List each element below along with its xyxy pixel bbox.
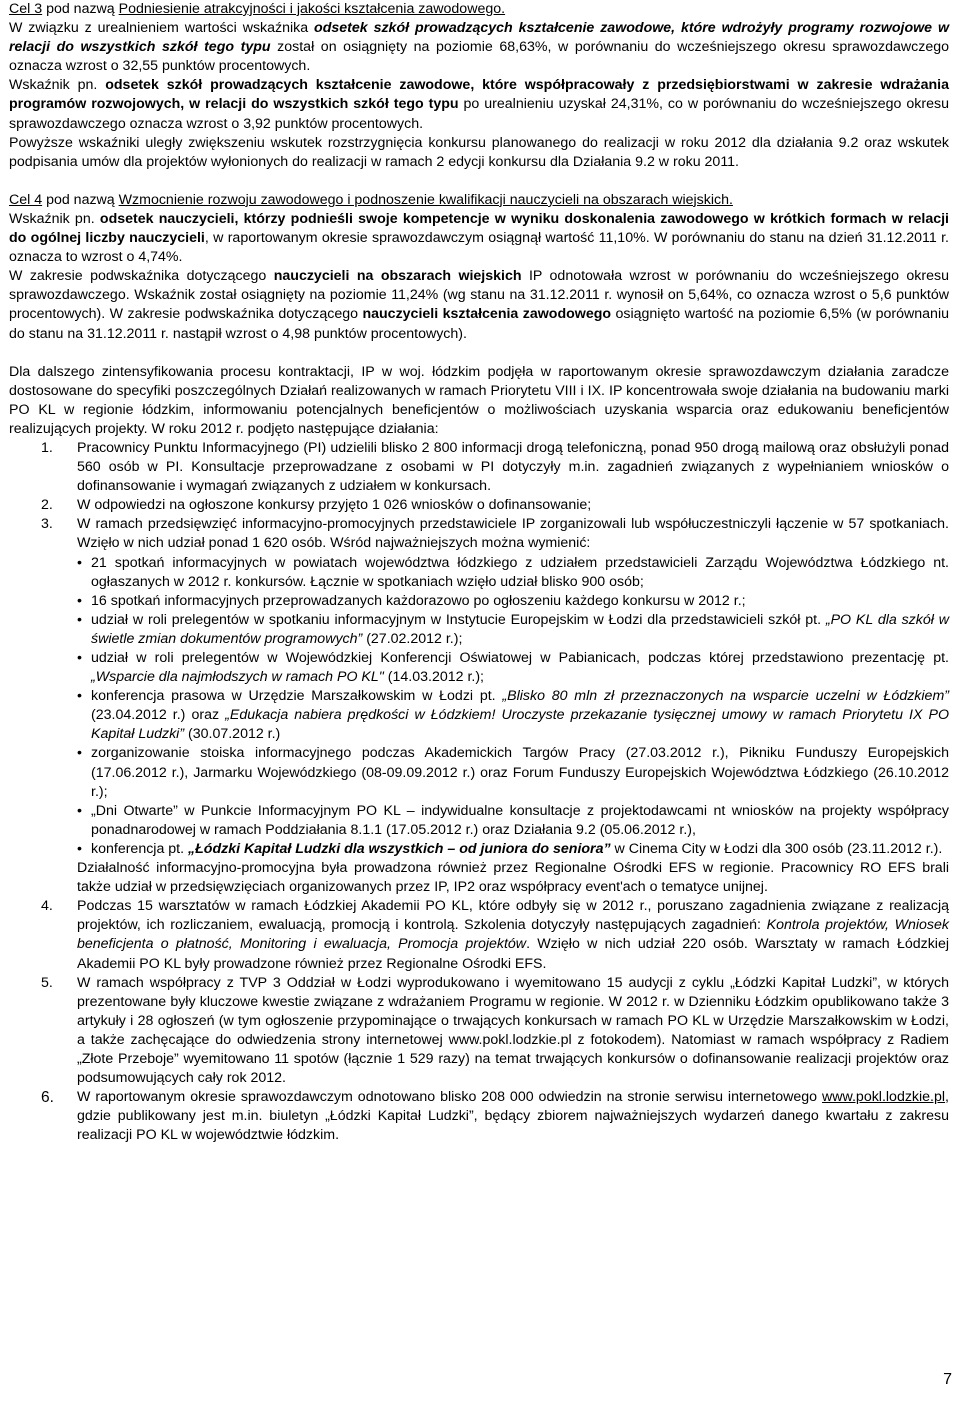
bullet-icon: •: [77, 688, 82, 705]
intro-paragraph: Dla dalszego zintensyfikowania procesu kontraktacji, IP w woj. łódzkim podjęła w raportowanym okresie sprawozdawczym działania zaradcze dostosowane do specyfiki poszczególnych Działań realizowanych w ramach Priorytetu VIII i IX. IP koncentrowała swoje działania na budowaniu marki PO KL w regionie łódzkim, informowaniu potencjalnych beneficjentów o możliwościach uzyskania wsparcia oraz edukowaniu beneficjentów realizujących projekty. W roku 2012 r. podjęto następujące działania:: [9, 363, 949, 437]
bullet-icon: •: [77, 554, 82, 571]
cel4-title: Wzmocnienie rozwoju zawodowego i podnoszenie kwalifikacji nauczycieli na obszarach wiejskich.: [118, 191, 733, 208]
bullet-text: udział w roli prelegentów w spotkaniu informacyjnym w Instytucie Europejskim w Łodzi dla przedstawicieli szkół pt.: [91, 611, 826, 628]
indented-paragraph: Działalność informacyjno-promocyjna była prowadzona również przez Regionalne Ośrodki EFS w regionie. Pracownicy RO EFS brali także udział w przedsięwzięciach organizowanych przez IP, IP2 oraz współpracy event'ach o tematyce unijnej.: [77, 860, 949, 896]
text: W związku z urealnieniem wartości wskaźnika: [9, 20, 315, 37]
bullet-item-7: [9, 802, 949, 840]
bullet-text: w Cinema City w Łodzi dla 300 osób (23.11.2012 r.).: [610, 840, 943, 857]
bullet-icon: •: [77, 592, 82, 609]
cel4-heading: [9, 191, 949, 210]
bullet-item-5: [9, 687, 949, 744]
text: po urealnieniu uzyskał 24,31%, co w porównaniu do wcześniejszego okresu sprawozdawczego oznacza wzrost o 3,92 punktów procentowych.: [9, 96, 949, 132]
list-text: W ramach współpracy z TVP 3 Oddział w Łodzi wyprodukowano i wyemitowano 15 audycji z cyklu „Łódzki Kapitał Ludzki”, w których prezentowane były kluczowe kwestie związane z wdrażaniem Programu w regionie. W 2012 r. w Dzienniku Łódzkim opublikowano także 3 artykuły i 28 ogłoszeń (w tym ogłoszenie przypominające o trwających konkursach w ramach PO KL w Urzędzie Marszałkowskim w Łodzi, a także zachęcające do odwiedzenia strony internetowej www.pokl.lodzkie.pl z fotokodem). Natomiast w ramach współpracy z Radiem „Złote Przeboje” wyemitowano 11 spotów (łącznie 1 529 razy) na temat trwających konkursów o dofinansowanie realizacji projektów oraz podsumowujących cały rok 2012.: [77, 974, 949, 1087]
page-number: 7: [943, 1371, 952, 1388]
bullet-text: (23.04.2012 r.) oraz: [91, 707, 226, 724]
list-item-2: [9, 496, 949, 515]
list-number: 3.: [41, 516, 53, 533]
spacer: [9, 344, 949, 363]
text: Wskaźnik pn.: [9, 77, 106, 94]
list-text: . Wzięło w nich udział 220 osób. Warsztaty w ramach Łódzkiej Akademii PO KL były prowadzone również przez Regionalne Ośrodki EFS.: [77, 936, 949, 972]
bullet-text: (27.02.2012 r.);: [362, 630, 463, 647]
bullet-title: „Edukacja nabiera prędkości w Łódzkiem! Uroczyste przekazanie tysięcznej umowy w ramach Priorytetu IX PO Kapitał Ludzki”: [91, 707, 949, 743]
text: został on osiągnięty na poziomie 68,63%, w porównaniu do wcześniejszego okresu sprawozdawczego oznacza wzrost o 32,55 punktów procentowych.: [9, 39, 949, 75]
bullet-icon: •: [77, 745, 82, 762]
cel3-heading: [9, 0, 949, 19]
bullet-item-2: [9, 592, 949, 611]
bullet-text: „Dni Otwarte” w Punkcie Informacyjnym PO KL – indywidualne konsultacje z projektodawcami nt wniosków na projekty współpracy ponadnarodowej w ramach Poddziałania 8.1.1 (17.05.2012 r.) oraz Działania 9.2 (05.06.2012 r.),: [91, 802, 949, 838]
cel3-label: Cel 3: [9, 1, 43, 17]
bullet-text: 21 spotkań informacyjnych w powiatach województwa łódzkiego z udziałem przedstawicieli Zarządu Województwa Łódzkiego nt. ogłaszanych w 2012 r. konkursów. Łącznie w spotkaniach wzięło udział blisko 900 osób;: [91, 554, 949, 590]
text: , w raportowanym okresie sprawozdawczym osiągnął wartość 11,10%. W porównaniu do stanu na dzień 31.12.2011 r. oznacza to wzrost o 4,74%.: [9, 230, 949, 266]
website-link[interactable]: www.pokl.lodzkie.pl: [822, 1089, 946, 1106]
subindicator-name: nauczycieli kształcenia zawodowego: [362, 306, 612, 323]
list-number: 5.: [41, 974, 53, 991]
list-item-1: [9, 439, 949, 496]
bullet-item-6: [9, 744, 949, 801]
bullet-title: „PO KL dla szkół w świetle zmian dokumentów programowych”: [91, 611, 949, 647]
cel3-connector: pod nazwą: [42, 1, 119, 17]
list-topics: Kontrola projektów, Wniosek beneficjenta o płatność, Monitoring i ewaluacja, Promocja projektów: [77, 917, 949, 953]
bullet-text: konferencja pt.: [91, 840, 189, 857]
cel3-title: Podniesienie atrakcyjności i jakości kształcenia zawodowego.: [118, 1, 506, 17]
indicator-name: odsetek nauczycieli, którzy podnieśli swoje kompetencje w wyniku doskonalenia zawodowego w krótkich formach w relacji do ogólnej liczby nauczycieli: [9, 210, 949, 247]
bullet-title: „Blisko 80 mln zł przeznaczonych na wsparcie uczelni w Łódzkiem”: [502, 688, 949, 705]
indicator-name: odsetek szkół prowadzących kształcenie zawodowe, które współpracowały z przedsiębiorstwami w zakresie wdrażania programów rozwojowych, w relacji do wszystkich szkół tego typu: [9, 77, 949, 113]
cel4-paragraph-2: [9, 267, 949, 343]
bullet-text: konferencja prasowa w Urzędzie Marszałkowskim w Łodzi pt.: [91, 688, 503, 705]
list-number: 1.: [41, 439, 53, 456]
bullet-icon: •: [77, 802, 82, 819]
bullet-text: 16 spotkań informacyjnych przeprowadzanych każdorazowo po ogłoszeniu każdego konkursu w 2012 r.;: [91, 592, 746, 609]
bullet-item-1: [9, 554, 949, 592]
bullet-item-3: [9, 611, 949, 649]
bullet-text: (30.07.2012 r.): [184, 726, 281, 743]
list-item-3: [9, 515, 949, 553]
text: IP odnotowała wzrost w porównaniu do wcześniejszego okresu sprawozdawczego. Wskaźnik został osiągnięty na poziomie 11,24% (wg stanu na 31.12.2011 r. wynosił on 5,64%, co oznacza wzrost o 5,6 punktów procentowych). W zakresie podwskaźnika dotyczącego: [9, 268, 949, 323]
text: Wskaźnik pn.: [9, 210, 100, 227]
bullet-title: „Wsparcie dla najmłodszych w ramach PO KL": [91, 669, 384, 686]
cel4-label: Cel 4: [9, 191, 43, 208]
list-text: W odpowiedzi na ogłoszone konkursy przyjęto 1 026 wniosków o dofinansowanie;: [77, 497, 592, 514]
list-text: , gdzie publikowany jest m.in. biuletyn „Łódzki Kapitał Ludzki”, będący zbiorem najważniejszych wydarzeń danego kwartału z zakresu realizacji PO KL w województwie łódzkim.: [77, 1089, 949, 1144]
bullet-item-8: [9, 840, 949, 859]
bullet-icon: •: [77, 840, 82, 857]
bullet-text: zorganizowanie stoiska informacyjnego podczas Akademickich Targów Pracy (27.03.2012 r.), Pikniku Funduszy Europejskich (17.06.2012 r.), Jarmarku Wojewódzkiego (08-09.09.2012 r.) oraz Forum Funduszy Europejskich Województwa Łódzkiego (26.10.2012 r.);: [91, 745, 949, 800]
list-number: 6.: [41, 1089, 54, 1107]
list-text: W raportowanym okresie sprawozdawczym odnotowano blisko 208 000 odwiedzin na stronie serwisu internetowego: [77, 1089, 823, 1106]
bullet-item-4: [9, 649, 949, 687]
list-item-4: [9, 897, 949, 973]
subindicator-name: nauczycieli na obszarach wiejskich: [273, 268, 522, 285]
cel3-paragraph-1: [9, 19, 949, 76]
list-text: Pracownicy Punktu Informacyjnego (PI) udzielili blisko 2 800 informacji drogą telefoniczną, ponad 950 drogą mailową oraz obsłużyli ponad 560 osób w PI. Konsultacje przeprowadzane z osobami w PI dotyczyły m.in. zagadnień związanych z wypełnianiem wniosków o dofinansowanie i wymagań związanych z udziałem w konkursach.: [77, 439, 949, 495]
cel4-connector: pod nazwą: [42, 191, 119, 208]
bullet-icon: •: [77, 611, 82, 628]
text: osiągnięto wartość na poziomie 6,5% (w porównaniu do stanu na 31.12.2011 r. nastąpił wzrost o 4,98 punktów procentowych).: [9, 306, 949, 342]
list-number: 4.: [41, 898, 53, 915]
list-number: 2.: [41, 497, 53, 514]
list-text: W ramach przedsięwzięć informacyjno-promocyjnych przedstawiciele IP zorganizowali lub współuczestniczyli łączenie w 57 spotkaniach. Wzięło w nich udział ponad 1 620 osób. Wśród najważniejszych można wymienić:: [77, 516, 949, 552]
bullet-icon: •: [77, 650, 82, 666]
cel3-paragraph-2: [9, 76, 949, 133]
bullet-text: (14.03.2012 r.);: [383, 669, 484, 686]
list-item-6: [9, 1088, 949, 1145]
indicator-name: odsetek szkół prowadzących kształcenie zawodowe, które wdrożyły programy rozwojowe w relacji do wszystkich szkół tego typu: [9, 20, 949, 56]
bullet-text: udział w roli prelegentów w Wojewódzkiej Konferencji Oświatowej w Pabianicach, podczas której przedstawiono prezentację pt.: [91, 650, 949, 666]
cel3-paragraph-3: Powyższe wskaźniki uległy zwiększeniu wskutek rozstrzygnięcia konkursu planowanego do realizacji w roku 2012 dla działania 9.2 oraz wskutek podpisania umów dla projektów wyłonionych do realizacji w ramach 2 edycji konkursu dla Działania 9.2 w roku 2011.: [9, 134, 949, 170]
document-page: [9, 0, 949, 1145]
text: W zakresie podwskaźnika dotyczącego: [9, 268, 274, 285]
list-item-5: [9, 974, 949, 1089]
spacer: [9, 172, 949, 191]
cel4-paragraph-1: [9, 210, 949, 267]
list-text: Podczas 15 warsztatów w ramach Łódzkiej Akademii PO KL, które odbyły się w 2012 r., poruszano zagadnienia związane z realizacją projektów, ich rozliczaniem, ewaluacją, promocją i kontrolą. Szkolenia dotyczyły następujących zagadnień:: [77, 898, 949, 934]
bullet-title: „Łódzki Kapitał Ludzki dla wszystkich – od juniora do seniora”: [188, 840, 611, 857]
